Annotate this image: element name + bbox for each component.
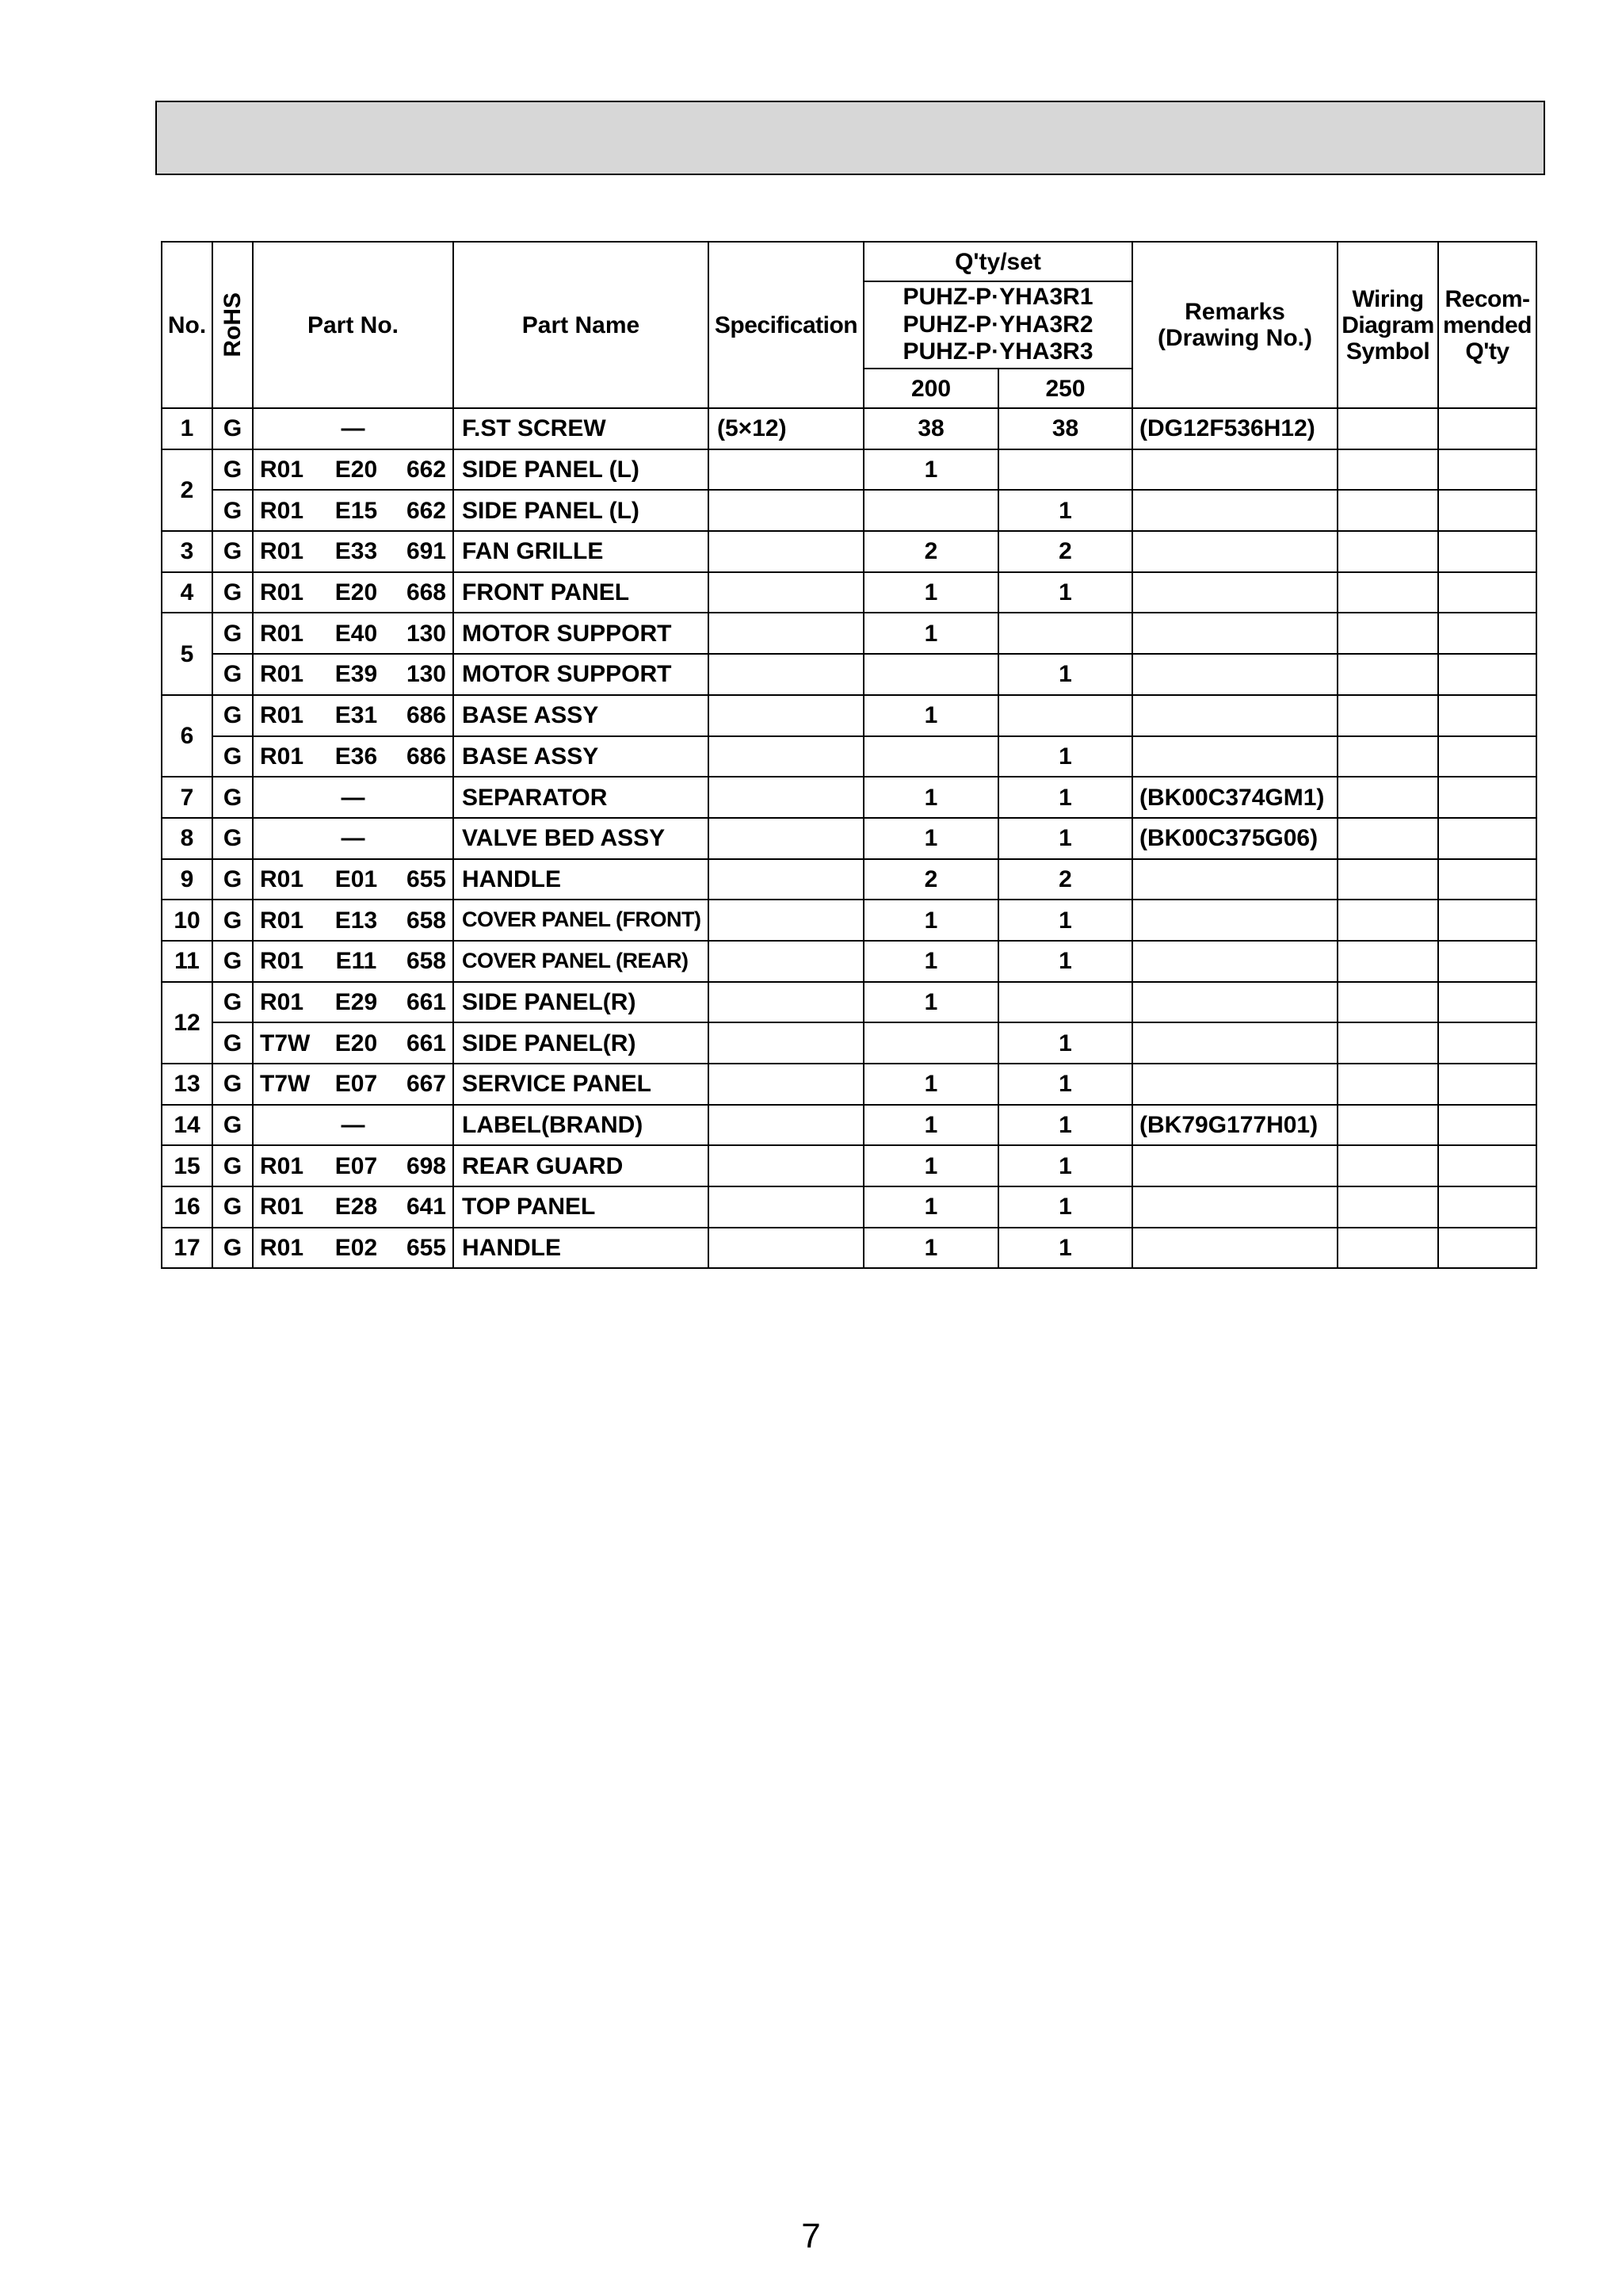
remarks-cell [1132, 736, 1338, 777]
table-row [162, 613, 1536, 654]
qty-200-cell [864, 736, 998, 777]
specification-cell [708, 490, 864, 531]
table-row [162, 1064, 1536, 1105]
wiring-symbol-cell [1338, 818, 1438, 859]
specification-cell [708, 1022, 864, 1064]
qty-250-cell: 1 [998, 654, 1132, 695]
remarks-cell: (BK79G177H01) [1132, 1105, 1338, 1146]
item-number: 10 [162, 900, 212, 941]
remarks-cell [1132, 613, 1338, 654]
part-number-segment: E20 [334, 457, 378, 483]
table-row [162, 1145, 1536, 1186]
wiring-symbol-cell [1338, 941, 1438, 982]
remarks-cell [1132, 531, 1338, 572]
part-number-cell [253, 982, 453, 1023]
rohs-cell: G [212, 613, 253, 654]
part-name-cell: SERVICE PANEL [453, 1064, 708, 1105]
part-number-segment: 686 [406, 702, 446, 729]
table-row [162, 654, 1536, 695]
part-number-segment: R01 [260, 1235, 304, 1262]
part-number-segment: 686 [406, 743, 446, 770]
remarks-cell [1132, 1145, 1338, 1186]
header-part-no: Part No. [253, 242, 453, 408]
header-part-name: Part Name [453, 242, 708, 408]
specification-cell [708, 531, 864, 572]
qty-250-cell: 1 [998, 1105, 1132, 1146]
rohs-cell: G [212, 941, 253, 982]
remarks-cell [1132, 900, 1338, 941]
qty-200-cell: 1 [864, 1186, 998, 1228]
part-name-cell: SIDE PANEL (L) [453, 490, 708, 531]
item-number: 17 [162, 1228, 212, 1269]
recommended-qty-cell [1438, 900, 1536, 941]
item-number: 14 [162, 1105, 212, 1146]
table-row [162, 941, 1536, 982]
wiring-symbol-cell [1338, 1145, 1438, 1186]
qty-250-cell: 2 [998, 859, 1132, 900]
table-row [162, 982, 1536, 1023]
part-number-cell [253, 613, 453, 654]
remarks-cell [1132, 1064, 1338, 1105]
part-number-segment: E15 [334, 497, 378, 524]
rohs-cell: G [212, 531, 253, 572]
part-number-cell [253, 531, 453, 572]
part-number-segment: 658 [406, 907, 446, 934]
part-number-segment: 691 [406, 538, 446, 565]
recommended-qty-cell [1438, 1022, 1536, 1064]
part-number-segment: E20 [334, 579, 378, 606]
specification-cell: (5×12) [708, 408, 864, 449]
recommended-qty-cell [1438, 695, 1536, 736]
remarks-cell: (BK00C375G06) [1132, 818, 1338, 859]
specification-cell [708, 982, 864, 1023]
part-number-segment: 655 [406, 1235, 446, 1262]
item-number: 9 [162, 859, 212, 900]
qty-250-cell: 2 [998, 531, 1132, 572]
table-row [162, 859, 1536, 900]
qty-250-cell: 1 [998, 572, 1132, 613]
part-number-cell [253, 1228, 453, 1269]
qty-250-cell: 1 [998, 1228, 1132, 1269]
item-number: 7 [162, 777, 212, 818]
wiring-symbol-cell [1338, 1186, 1438, 1228]
part-number-segment: R01 [260, 620, 304, 647]
specification-cell [708, 654, 864, 695]
item-number: 12 [162, 982, 212, 1064]
rohs-cell: G [212, 1228, 253, 1269]
part-number-segment: E07 [334, 1071, 378, 1098]
recommended-qty-cell [1438, 408, 1536, 449]
wiring-symbol-cell [1338, 900, 1438, 941]
wiring-symbol-cell [1338, 859, 1438, 900]
specification-cell [708, 736, 864, 777]
part-number-segment: E07 [334, 1152, 378, 1179]
header-qty-set: Q'ty/set [864, 242, 1132, 281]
part-name-cell: TOP PANEL [453, 1186, 708, 1228]
rohs-cell: G [212, 1022, 253, 1064]
qty-250-cell [998, 449, 1132, 491]
part-number-segment: E01 [334, 865, 378, 892]
part-number-segment: E20 [334, 1030, 378, 1056]
part-number-cell [253, 572, 453, 613]
specification-cell [708, 1186, 864, 1228]
part-name-cell: SEPARATOR [453, 777, 708, 818]
part-name-cell: HANDLE [453, 859, 708, 900]
part-number-segment: R01 [260, 538, 304, 565]
part-number-cell: — [253, 1105, 453, 1146]
part-number-segment: 130 [406, 620, 446, 647]
table-row [162, 572, 1536, 613]
specification-cell [708, 449, 864, 491]
part-name-cell: SIDE PANEL(R) [453, 982, 708, 1023]
remarks-cell [1132, 449, 1338, 491]
qty-200-cell: 2 [864, 859, 998, 900]
wiring-symbol-cell [1338, 531, 1438, 572]
specification-cell [708, 1145, 864, 1186]
part-name-cell: FAN GRILLE [453, 531, 708, 572]
part-name-cell: F.ST SCREW [453, 408, 708, 449]
part-number-cell [253, 695, 453, 736]
qty-200-cell: 1 [864, 572, 998, 613]
part-number-cell [253, 1186, 453, 1228]
table-row [162, 695, 1536, 736]
item-number: 15 [162, 1145, 212, 1186]
part-number-cell [253, 900, 453, 941]
part-number-segment: E02 [334, 1235, 378, 1262]
qty-200-cell: 1 [864, 982, 998, 1023]
wiring-symbol-cell [1338, 1064, 1438, 1105]
recommended-qty-cell [1438, 531, 1536, 572]
qty-250-cell: 1 [998, 1022, 1132, 1064]
recommended-qty-cell [1438, 613, 1536, 654]
qty-200-cell: 1 [864, 695, 998, 736]
remarks-cell [1132, 859, 1338, 900]
qty-200-cell: 38 [864, 408, 998, 449]
part-number-segment: R01 [260, 661, 304, 688]
part-number-segment: E29 [334, 988, 378, 1015]
remarks-cell [1132, 654, 1338, 695]
rohs-cell: G [212, 1186, 253, 1228]
rohs-cell: G [212, 1064, 253, 1105]
qty-250-cell [998, 613, 1132, 654]
parts-table [161, 241, 1537, 1269]
part-number-cell [253, 1064, 453, 1105]
part-number-segment: 662 [406, 457, 446, 483]
recommended-qty-cell [1438, 1228, 1536, 1269]
part-number-segment: E39 [334, 661, 378, 688]
recommended-qty-cell [1438, 941, 1536, 982]
wiring-symbol-cell [1338, 982, 1438, 1023]
table-row [162, 1022, 1536, 1064]
table-row [162, 900, 1536, 941]
table-row [162, 736, 1536, 777]
part-number-segment: E31 [334, 702, 378, 729]
title-bar [155, 101, 1545, 175]
specification-cell [708, 859, 864, 900]
remarks-cell: (BK00C374GM1) [1132, 777, 1338, 818]
recommended-qty-cell [1438, 1186, 1536, 1228]
part-number-segment: 661 [406, 988, 446, 1015]
part-number-segment: R01 [260, 948, 304, 975]
qty-200-cell: 1 [864, 1064, 998, 1105]
qty-250-cell: 38 [998, 408, 1132, 449]
table-row [162, 1105, 1536, 1146]
part-number-cell: — [253, 777, 453, 818]
table-row [162, 777, 1536, 818]
remarks-cell [1132, 695, 1338, 736]
table-row [162, 449, 1536, 491]
wiring-symbol-cell [1338, 695, 1438, 736]
qty-250-cell: 1 [998, 1145, 1132, 1186]
part-name-cell: SIDE PANEL(R) [453, 1022, 708, 1064]
part-name-cell: COVER PANEL (FRONT) [453, 900, 708, 941]
rohs-cell: G [212, 900, 253, 941]
rohs-cell: G [212, 408, 253, 449]
part-name-cell: HANDLE [453, 1228, 708, 1269]
remarks-cell [1132, 982, 1338, 1023]
qty-250-cell: 1 [998, 736, 1132, 777]
qty-200-cell: 1 [864, 941, 998, 982]
rohs-cell: G [212, 572, 253, 613]
specification-cell [708, 777, 864, 818]
part-number-segment: 641 [406, 1194, 446, 1221]
header-remarks: Remarks (Drawing No.) [1132, 242, 1338, 408]
recommended-qty-cell [1438, 490, 1536, 531]
rohs-cell: G [212, 490, 253, 531]
table-row [162, 1228, 1536, 1269]
qty-200-cell: 1 [864, 613, 998, 654]
part-number-segment: R01 [260, 907, 304, 934]
qty-250-cell: 1 [998, 490, 1132, 531]
recommended-qty-cell [1438, 777, 1536, 818]
qty-200-cell: 1 [864, 1105, 998, 1146]
specification-cell [708, 941, 864, 982]
item-number: 4 [162, 572, 212, 613]
item-number: 11 [162, 941, 212, 982]
part-number-cell [253, 736, 453, 777]
part-number-segment: 658 [406, 948, 446, 975]
table-row [162, 490, 1536, 531]
qty-200-cell [864, 654, 998, 695]
part-number-segment: R01 [260, 743, 304, 770]
rohs-cell: G [212, 1105, 253, 1146]
remarks-cell [1132, 490, 1338, 531]
wiring-symbol-cell [1338, 1022, 1438, 1064]
wiring-symbol-cell [1338, 1105, 1438, 1146]
part-number-segment: T7W [260, 1030, 311, 1056]
header-specification: Specification [708, 242, 864, 408]
specification-cell [708, 1228, 864, 1269]
header-capacity-200: 200 [864, 369, 998, 408]
wiring-symbol-cell [1338, 572, 1438, 613]
wiring-symbol-cell [1338, 1228, 1438, 1269]
item-number: 5 [162, 613, 212, 694]
recommended-qty-cell [1438, 1064, 1536, 1105]
wiring-symbol-cell [1338, 777, 1438, 818]
part-number-cell [253, 859, 453, 900]
part-number-segment: E36 [334, 743, 378, 770]
item-number: 1 [162, 408, 212, 449]
part-number-segment: 698 [406, 1152, 446, 1179]
table-row [162, 408, 1536, 449]
qty-200-cell: 1 [864, 449, 998, 491]
qty-200-cell: 1 [864, 818, 998, 859]
part-name-cell: BASE ASSY [453, 736, 708, 777]
qty-200-cell: 1 [864, 1228, 998, 1269]
wiring-symbol-cell [1338, 408, 1438, 449]
table-row [162, 531, 1536, 572]
rohs-cell: G [212, 736, 253, 777]
header-rohs: RoHS [212, 242, 253, 408]
qty-250-cell: 1 [998, 1186, 1132, 1228]
qty-200-cell: 1 [864, 1145, 998, 1186]
remarks-cell: (DG12F536H12) [1132, 408, 1338, 449]
part-name-cell: REAR GUARD [453, 1145, 708, 1186]
wiring-symbol-cell [1338, 736, 1438, 777]
wiring-symbol-cell [1338, 613, 1438, 654]
part-number-segment: E40 [334, 620, 378, 647]
rohs-cell: G [212, 1145, 253, 1186]
part-name-cell: VALVE BED ASSY [453, 818, 708, 859]
specification-cell [708, 818, 864, 859]
qty-200-cell: 1 [864, 777, 998, 818]
header-wiring-diagram-symbol: Wiring Diagram Symbol [1338, 242, 1438, 408]
recommended-qty-cell [1438, 449, 1536, 491]
part-number-cell [253, 1145, 453, 1186]
specification-cell [708, 695, 864, 736]
qty-200-cell: 1 [864, 900, 998, 941]
specification-cell [708, 572, 864, 613]
part-number-cell: — [253, 818, 453, 859]
remarks-cell [1132, 572, 1338, 613]
recommended-qty-cell [1438, 572, 1536, 613]
recommended-qty-cell [1438, 982, 1536, 1023]
part-name-cell: BASE ASSY [453, 695, 708, 736]
remarks-cell [1132, 1022, 1338, 1064]
part-number-segment: 655 [406, 865, 446, 892]
part-number-segment: 661 [406, 1030, 446, 1056]
qty-250-cell [998, 982, 1132, 1023]
rohs-cell: G [212, 777, 253, 818]
item-number: 3 [162, 531, 212, 572]
part-name-cell: FRONT PANEL [453, 572, 708, 613]
part-number-cell [253, 1022, 453, 1064]
rohs-cell: G [212, 982, 253, 1023]
part-number-cell [253, 449, 453, 491]
part-number-cell [253, 490, 453, 531]
qty-250-cell: 1 [998, 777, 1132, 818]
remarks-cell [1132, 1186, 1338, 1228]
qty-250-cell: 1 [998, 941, 1132, 982]
part-number-cell [253, 654, 453, 695]
recommended-qty-cell [1438, 1105, 1536, 1146]
specification-cell [708, 900, 864, 941]
qty-250-cell [998, 695, 1132, 736]
header-models: PUHZ-P·YHA3R1 PUHZ-P·YHA3R2 PUHZ-P·YHA3R3 [864, 281, 1132, 369]
part-number-segment: R01 [260, 988, 304, 1015]
item-number: 6 [162, 695, 212, 777]
wiring-symbol-cell [1338, 490, 1438, 531]
qty-250-cell: 1 [998, 1064, 1132, 1105]
part-number-segment: E28 [334, 1194, 378, 1221]
rohs-cell: G [212, 818, 253, 859]
wiring-symbol-cell [1338, 449, 1438, 491]
header-capacity-250: 250 [998, 369, 1132, 408]
part-name-cell: SIDE PANEL (L) [453, 449, 708, 491]
part-number-segment: R01 [260, 579, 304, 606]
part-number-segment: 668 [406, 579, 446, 606]
specification-cell [708, 1105, 864, 1146]
recommended-qty-cell [1438, 818, 1536, 859]
table-row [162, 1186, 1536, 1228]
rohs-cell: G [212, 695, 253, 736]
header-no: No. [162, 242, 212, 408]
part-number-segment: R01 [260, 1152, 304, 1179]
specification-cell [708, 1064, 864, 1105]
part-number-cell: — [253, 408, 453, 449]
item-number: 13 [162, 1064, 212, 1105]
qty-200-cell [864, 490, 998, 531]
part-number-segment: E13 [334, 907, 378, 934]
rohs-cell: G [212, 654, 253, 695]
part-number-segment: 662 [406, 497, 446, 524]
part-number-segment: 130 [406, 661, 446, 688]
part-number-segment: R01 [260, 702, 304, 729]
table-row [162, 818, 1536, 859]
part-number-segment: 667 [406, 1071, 446, 1098]
part-name-cell: MOTOR SUPPORT [453, 654, 708, 695]
item-number: 8 [162, 818, 212, 859]
rohs-cell: G [212, 859, 253, 900]
header-recommended-qty: Recom- mended Q'ty [1438, 242, 1536, 408]
rohs-cell: G [212, 449, 253, 491]
part-number-segment: R01 [260, 497, 304, 524]
remarks-cell [1132, 941, 1338, 982]
part-number-segment: R01 [260, 865, 304, 892]
qty-250-cell: 1 [998, 818, 1132, 859]
qty-200-cell [864, 1022, 998, 1064]
recommended-qty-cell [1438, 1145, 1536, 1186]
page-number: 7 [801, 2217, 821, 2256]
part-number-segment: E33 [334, 538, 378, 565]
part-name-cell: COVER PANEL (REAR) [453, 941, 708, 982]
part-name-cell: MOTOR SUPPORT [453, 613, 708, 654]
recommended-qty-cell [1438, 736, 1536, 777]
part-number-segment: T7W [260, 1071, 311, 1098]
item-number: 16 [162, 1186, 212, 1228]
item-number: 2 [162, 449, 212, 531]
wiring-symbol-cell [1338, 654, 1438, 695]
specification-cell [708, 613, 864, 654]
part-number-segment: R01 [260, 457, 304, 483]
part-number-segment: E11 [335, 948, 377, 975]
qty-250-cell: 1 [998, 900, 1132, 941]
recommended-qty-cell [1438, 859, 1536, 900]
part-number-segment: R01 [260, 1194, 304, 1221]
part-name-cell: LABEL(BRAND) [453, 1105, 708, 1146]
part-number-cell [253, 941, 453, 982]
remarks-cell [1132, 1228, 1338, 1269]
recommended-qty-cell [1438, 654, 1536, 695]
qty-200-cell: 2 [864, 531, 998, 572]
